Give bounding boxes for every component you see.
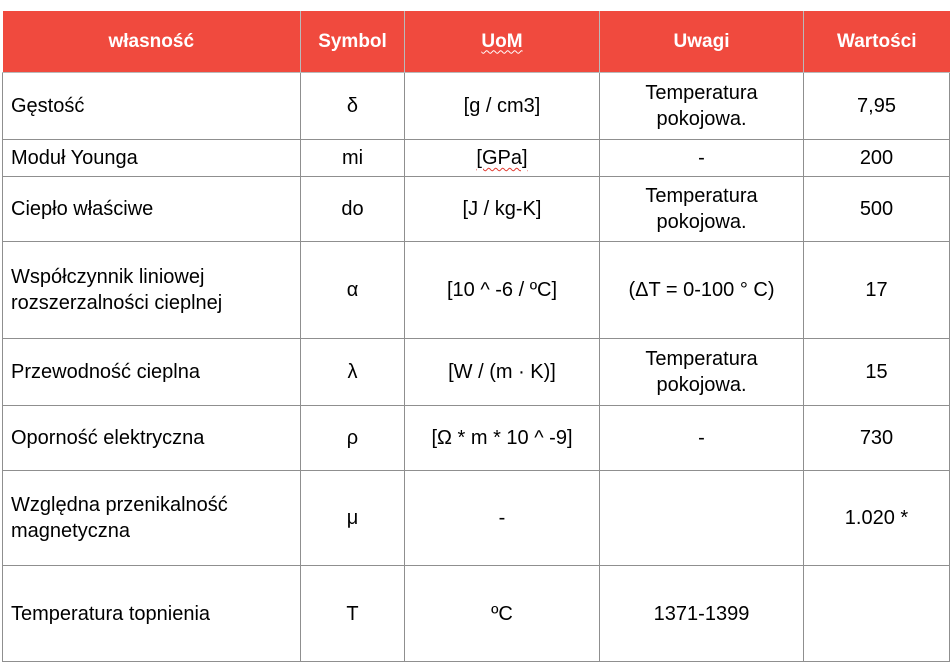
cell-value (804, 566, 950, 662)
cell-symbol: δ (301, 73, 405, 140)
cell-uom (405, 140, 600, 177)
cell-property: Temperatura topnienia (3, 566, 301, 662)
header-uom (405, 11, 600, 73)
cell-notes: Temperatura pokojowa. (600, 177, 804, 242)
cell-property: Przewodność cieplna (3, 339, 301, 406)
cell-symbol: do (301, 177, 405, 242)
header-symbol: Symbol (301, 11, 405, 73)
table-row (3, 471, 950, 566)
cell-symbol: mi (301, 140, 405, 177)
cell-value: 500 (804, 177, 950, 242)
cell-notes: (ΔT = 0-100 ° C) (600, 242, 804, 339)
table-row (3, 177, 950, 242)
cell-uom: [W / (m · K)] (405, 339, 600, 406)
cell-notes (600, 471, 804, 566)
table-row (3, 73, 950, 140)
cell-uom: - (405, 471, 600, 566)
header-property: własność (3, 11, 301, 73)
cell-notes: - (600, 406, 804, 471)
cell-property: Względna przenikalność magnetyczna (3, 471, 301, 566)
table-header-row (3, 11, 950, 73)
cell-symbol: α (301, 242, 405, 339)
table-row (3, 339, 950, 406)
cell-symbol: ρ (301, 406, 405, 471)
cell-symbol: λ (301, 339, 405, 406)
cell-uom: [Ω * m * 10 ^ -9] (405, 406, 600, 471)
cell-symbol: μ (301, 471, 405, 566)
cell-value: 730 (804, 406, 950, 471)
cell-property: Ciepło właściwe (3, 177, 301, 242)
cell-value: 200 (804, 140, 950, 177)
cell-value: 17 (804, 242, 950, 339)
cell-notes: 1371-1399 (600, 566, 804, 662)
table-row (3, 406, 950, 471)
cell-notes: Temperatura pokojowa. (600, 339, 804, 406)
cell-value: 7,95 (804, 73, 950, 140)
header-notes: Uwagi (600, 11, 804, 73)
cell-property: Współczynnik liniowej rozszerzalności cieplnej (3, 242, 301, 339)
cell-value: 1.020 * (804, 471, 950, 566)
cell-uom: [10 ^ -6 / ºC] (405, 242, 600, 339)
cell-property: Oporność elektryczna (3, 406, 301, 471)
table-row (3, 140, 950, 177)
cell-uom: [J / kg-K] (405, 177, 600, 242)
header-values: Wartości (804, 11, 950, 73)
material-properties-table (2, 11, 950, 662)
cell-property: Gęstość (3, 73, 301, 140)
cell-notes: Temperatura pokojowa. (600, 73, 804, 140)
cell-value: 15 (804, 339, 950, 406)
cell-property: Moduł Younga (3, 140, 301, 177)
cell-uom-text: [GPa] (476, 147, 528, 169)
cell-symbol: T (301, 566, 405, 662)
cell-uom: [g / cm3] (405, 73, 600, 140)
table-row (3, 242, 950, 339)
cell-uom: ºC (405, 566, 600, 662)
table-row (3, 566, 950, 662)
cell-notes: - (600, 140, 804, 177)
header-uom-label: UoM (481, 30, 523, 52)
